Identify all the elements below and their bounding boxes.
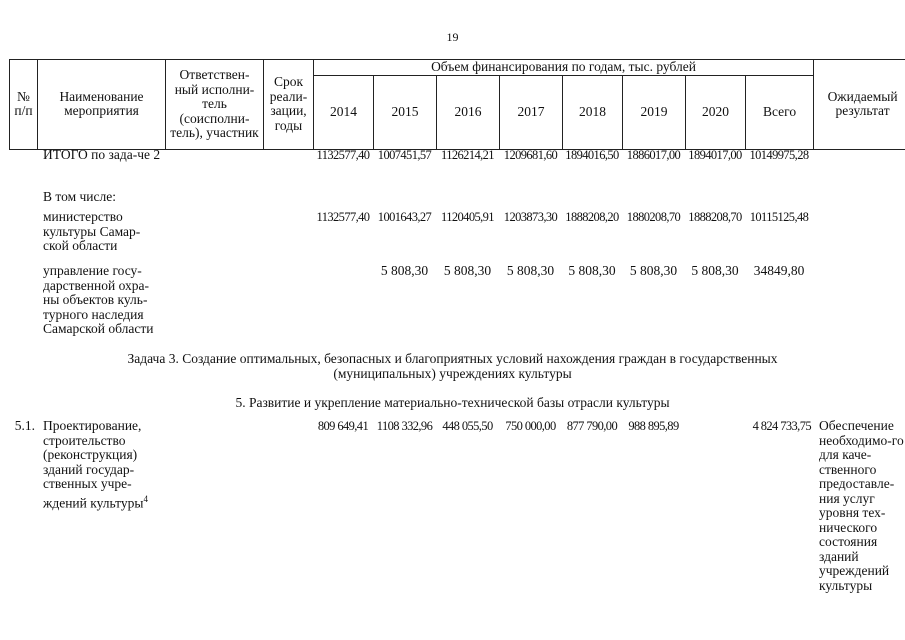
cell-value: 1886017,00: [626, 148, 681, 162]
header-year: 2018: [563, 75, 623, 149]
header-year: 2014: [314, 75, 374, 149]
row-label: ИТОГО по зада-че 2: [43, 147, 161, 162]
item-table: [9, 419, 905, 593]
header-responsible: Ответствен-ный исполни-тель (соисполни-тель), участник: [166, 60, 264, 150]
cell-total: 34849,80: [753, 263, 805, 278]
row-num: 5.1.: [14, 418, 35, 433]
cell-value: 1126214,21: [441, 148, 494, 162]
cell-value: 1209681,60: [503, 148, 558, 162]
header-year: 2015: [374, 75, 437, 149]
cell-value: 1888208,70: [688, 210, 742, 224]
header-result: Ожидаемый результат: [814, 60, 905, 150]
header-num: № п/п: [10, 60, 38, 150]
cell-value: 988 895,89: [628, 419, 679, 433]
cell-value: 5 808,30: [629, 263, 678, 278]
cell-value: 1132577,40: [316, 210, 370, 224]
cell-total: 4 824 733,75: [752, 419, 811, 433]
table-row-okhrana: [9, 264, 905, 340]
cell-value: 1007451,57: [377, 148, 432, 162]
footnote-mark: 4: [143, 493, 148, 504]
cell-value: 1108 332,96: [376, 419, 433, 433]
cell-value: 809 649,41: [317, 419, 369, 433]
cell-value: 1001643,27: [377, 210, 432, 224]
row-label: управление госу-дарственной охра-ны объектов куль-турного наследия Самарской области: [43, 263, 154, 336]
cell-value: 5 808,30: [691, 263, 739, 278]
cell-value: 1120405,91: [441, 210, 494, 224]
cell-value: [313, 264, 373, 340]
cell-value: 1203873,30: [503, 210, 558, 224]
header-term: Срок реали-зации, годы: [264, 60, 314, 150]
header-year: 2020: [686, 75, 746, 149]
cell-total: 10115125,48: [749, 210, 809, 224]
body-table: [9, 148, 905, 340]
header-year: 2016: [437, 75, 500, 149]
page-number: 19: [446, 30, 459, 44]
cell-value: 5 808,30: [568, 263, 616, 278]
cell-value: 1880208,70: [626, 210, 681, 224]
table-row-vtom: [9, 184, 905, 210]
table-row-itogo: [9, 148, 905, 184]
cell-value: [685, 419, 745, 593]
header-table: [9, 59, 905, 150]
row-label: В том числе:: [43, 188, 116, 204]
cell-value: 1132577,40: [316, 148, 370, 162]
cell-value: 5 808,30: [506, 263, 555, 278]
table-row-ministry: [9, 210, 905, 264]
cell-value: 877 790,00: [566, 419, 618, 433]
cell-value: 5 808,30: [380, 263, 429, 278]
header-year: 2017: [500, 75, 563, 149]
header-name: Наименование мероприятия: [38, 60, 166, 150]
row-label: министерство культуры Самар-ской области: [43, 209, 141, 253]
task3-heading: Задача 3. Создание оптимальных, безопасных и благоприятных условий нахождения граждан в государственных (муниципальных) учреждениях культуры: [127, 351, 778, 381]
section5-heading: 5. Развитие и укрепление материально-технической базы отрасли культуры: [235, 395, 670, 410]
cell-value: 750 000,00: [505, 419, 556, 433]
cell-total: 10149975,28: [749, 148, 809, 162]
cell-value: 1894016,50: [565, 148, 619, 162]
row-result: Обеспечение необходимо-го для каче-ственного предоставле-ния услуг уровня тех-нического состояния зданий учреждений культуры: [819, 418, 904, 593]
row-label: [37, 419, 165, 593]
header-year: 2019: [623, 75, 686, 149]
cell-value: 1894017,00: [688, 148, 742, 162]
header-financing: Объем финансирования по годам, тыс. рублей: [314, 60, 814, 76]
cell-value: 1888208,20: [565, 210, 619, 224]
header-total: Всего: [746, 75, 814, 149]
cell-value: 448 055,50: [442, 419, 493, 433]
table-row-item51: [9, 419, 905, 593]
row-label-text: Проектирование, строительство (реконструкция) зданий государ-ственных учре-ждений культуры: [43, 418, 144, 510]
cell-value: 5 808,30: [443, 263, 492, 278]
